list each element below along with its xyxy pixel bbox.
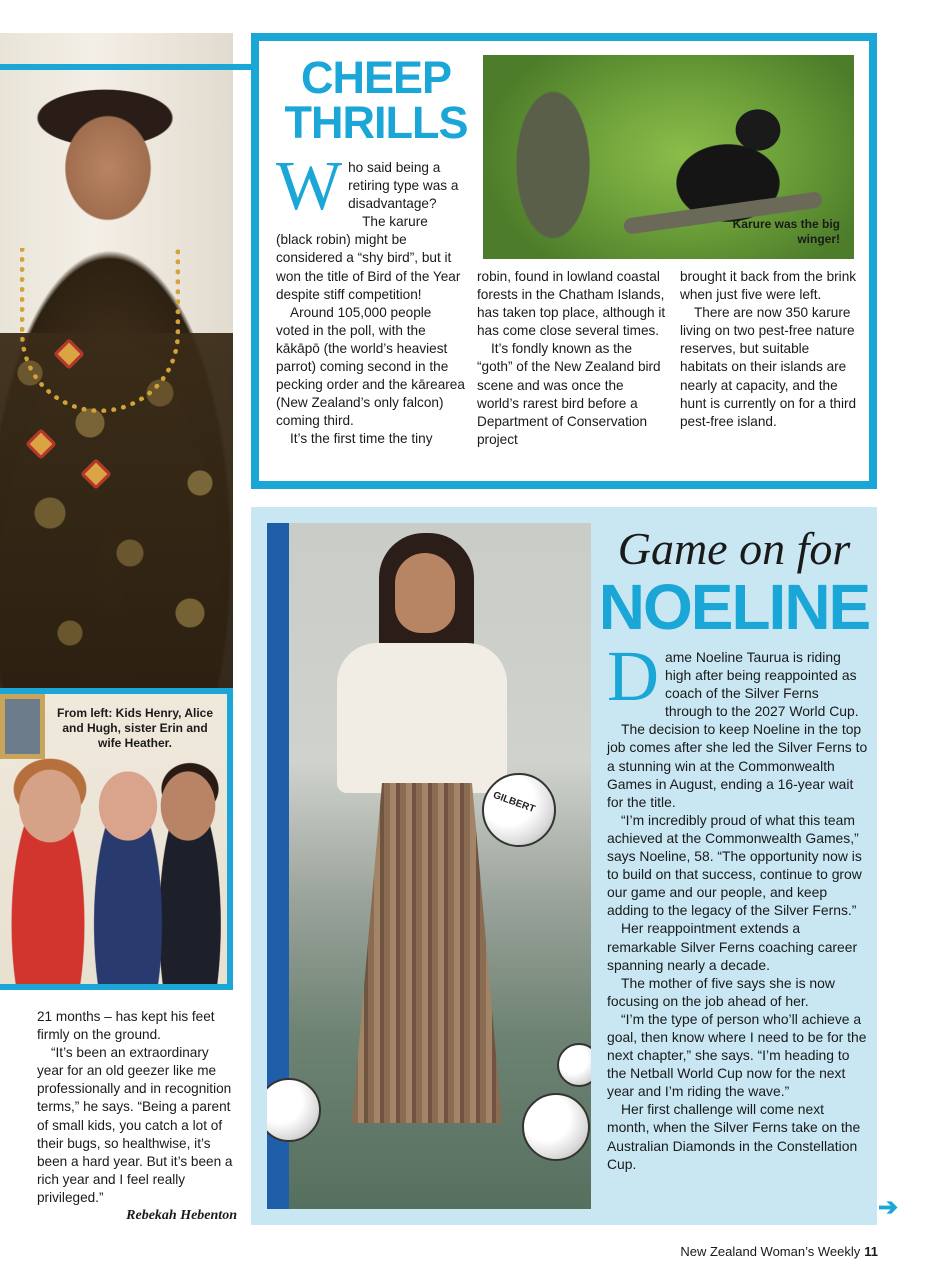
chain-of-office xyxy=(20,248,180,413)
publication-name: New Zealand Woman’s Weekly xyxy=(680,1244,861,1259)
left-story-text xyxy=(37,1008,237,1225)
paragraph: brought it back from the brink when just five were left. xyxy=(680,269,857,303)
noeline-photo xyxy=(267,523,591,1209)
robin-photo-caption: Karure was the big winger! xyxy=(732,217,840,246)
netball-icon xyxy=(522,1093,590,1161)
cheep-column-2 xyxy=(477,268,667,449)
lead-paragraph xyxy=(607,636,869,720)
lead-paragraph xyxy=(276,148,466,225)
medal-icon xyxy=(25,428,56,459)
byline: Rebekah Hebenton xyxy=(126,1208,237,1224)
black-robin-photo xyxy=(483,55,854,259)
patterned-skirt xyxy=(352,783,502,1123)
noeline-title-line2: NOELINE xyxy=(598,571,870,643)
ball-brand: GILBERT xyxy=(491,789,537,816)
netball-icon xyxy=(557,1043,591,1087)
paragraph: robin, found in lowland coastal forests in the Chatham Islands, has taken top place, although it has come close several times. xyxy=(477,269,666,339)
paragraph: There are now 350 karure living on two pest-free nature reserves, but suitable habitats on their islands are nearly at capacity, and the hunt is currently on for a third pest-free island. xyxy=(680,305,857,429)
netball-icon xyxy=(267,1078,321,1142)
paragraph: Around 105,000 people voted in the poll, with the kākāpō (the world’s heaviest parrot) coming second in the pecking order and the kārearea (New Zealand’s only falcon) coming third. xyxy=(276,304,465,429)
noeline-title-line1: Game on for xyxy=(617,523,851,574)
wall-portrait xyxy=(0,694,45,759)
family-photo-frame xyxy=(0,688,233,990)
accent-rule xyxy=(0,64,252,70)
family-photo xyxy=(0,694,227,984)
paragraph: The karure (black robin) might be considered a “shy bird”, but it won the title of Bird of the Year despite stiff competition! xyxy=(276,214,461,302)
paragraph: The mother of five says she is now focusing on the job ahead of her. xyxy=(607,974,835,1009)
cheep-thrills-title: CHEEP THRILLS xyxy=(284,52,468,148)
cheep-column-1 xyxy=(276,148,466,449)
cream-top xyxy=(337,643,507,793)
page-number: 11 xyxy=(864,1244,878,1259)
paragraph: It’s fondly known as the “goth” of the New Zealand bird scene and was once the world’s rarest bird before a Department of Conservation project xyxy=(477,341,661,447)
noeline-column xyxy=(607,636,869,1173)
dropcap: W xyxy=(276,148,343,225)
cheep-column-3 xyxy=(680,268,860,431)
paragraph: The decision to keep Noeline in the top job comes after she led the Silver Ferns to a stunning win at the Commonwealth Games in August, ending a 16-year wait for the title. xyxy=(607,721,868,810)
lead-text: ame Noeline Taurua is riding high after being reappointed as coach of the Silver Ferns through to the 2027 World Cup. xyxy=(665,649,859,720)
page-footer xyxy=(600,1243,878,1261)
paragraph: Her reappointment extends a remarkable Silver Ferns coaching career spanning nearly a decade. xyxy=(607,920,858,973)
arrow-right-icon: ➔ xyxy=(878,1194,899,1221)
paragraph: “I’m the type of person who’ll achieve a goal, then know where I need to be for the next chapter,” she says. “I’m heading to the Netball World Cup now for the next year and I’m riding the wave.” xyxy=(607,1010,867,1100)
dame-cindy-photo xyxy=(0,33,233,688)
paragraph: “I’m incredibly proud of what this team achieved at the Commonwealth Games,” says Noeline, 58. “The opportunity now is to build on that success, continue to grow our game and our people, and keep adding to the legacy of the Silver Ferns.” xyxy=(607,811,862,919)
family-photo-caption: From left: Kids Henry, Alice and Hugh, sister Erin and wife Heather. xyxy=(56,706,214,750)
paragraph: “It’s been an extraordinary year for an old geezer like me professionally and in recognition terms,” he says. “Being a parent of small kids, you catch a lot of their bugs, so healthwise, it’s been a hard year. But it’s been a rich year and I feel really privileged.” xyxy=(37,1045,233,1205)
medal-icon xyxy=(80,458,111,489)
paragraph: Her first challenge will come next month, when the Silver Ferns take on the Australian Diamonds in the Constellation Cup. xyxy=(607,1101,861,1172)
lead-text: ho said being a retiring type was a disadvantage? xyxy=(348,160,459,212)
dropcap: D xyxy=(607,636,659,716)
paragraph: 21 months – has kept his feet firmly on the ground. xyxy=(37,1009,215,1043)
face xyxy=(395,553,455,633)
netball-icon xyxy=(482,773,556,847)
paragraph: It’s the first time the tiny xyxy=(290,431,433,447)
